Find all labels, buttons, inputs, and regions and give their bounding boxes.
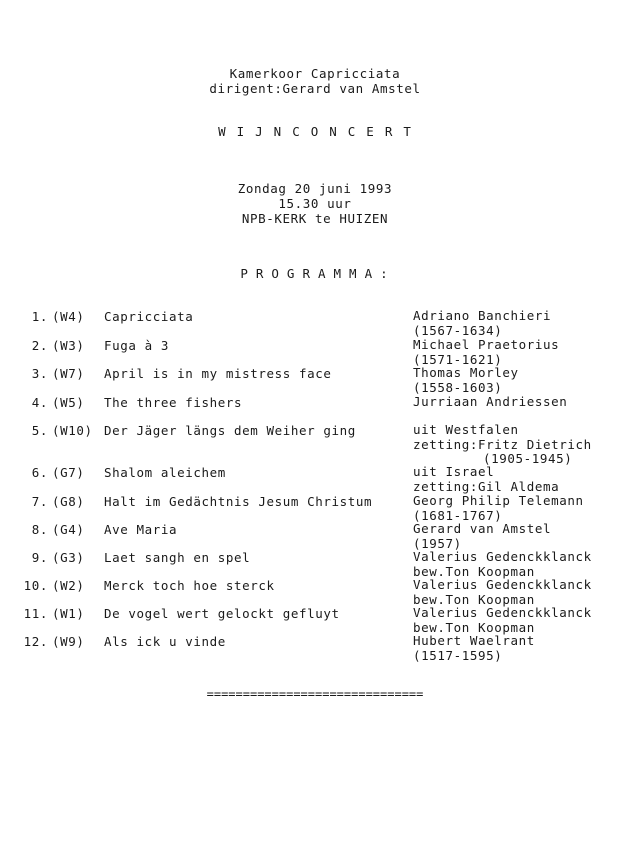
composer-line: uit Israel xyxy=(413,464,495,479)
program-item xyxy=(0,366,630,394)
program-item-code: (W4) xyxy=(52,309,85,324)
composer-line: Thomas Morley xyxy=(413,365,519,380)
program-item xyxy=(0,606,630,634)
program-item xyxy=(0,494,630,522)
event-date: Zondag 20 juni 1993 xyxy=(237,181,393,196)
program-item-code: (G4) xyxy=(52,522,85,537)
program-item-code: (G3) xyxy=(52,550,85,565)
choir-name: Kamerkoor Capricciata xyxy=(229,66,401,81)
program-item-number: 5. xyxy=(31,423,48,438)
program-item-number: 3. xyxy=(31,366,48,381)
footer-rule: ============================== xyxy=(206,687,424,701)
program-item-code: (W2) xyxy=(52,578,85,593)
program-item-title: De vogel wert gelockt gefluyt xyxy=(104,606,340,621)
program-item-number: 2. xyxy=(31,338,48,353)
composer-line: Adriano Banchieri xyxy=(413,308,552,323)
program-item-number: 1. xyxy=(31,309,48,324)
composer-line: Gerard van Amstel xyxy=(413,521,552,536)
composer-line: (1558-1603) xyxy=(413,379,503,395)
program-item-composer xyxy=(413,494,584,523)
program-item-title: Der Jäger längs dem Weiher ging xyxy=(104,423,356,438)
composer-line: Georg Philip Telemann xyxy=(413,493,584,508)
program-item-code: (G8) xyxy=(52,494,85,509)
program-item-code: (W9) xyxy=(52,634,85,649)
program-item xyxy=(0,309,630,337)
program-item-title: Capricciata xyxy=(104,309,194,324)
program-item xyxy=(0,550,630,578)
composer-line: (1567-1634) xyxy=(413,322,503,338)
program-item-code: (W5) xyxy=(52,395,85,410)
program-item-title: Laet sangh en spel xyxy=(104,550,251,565)
program-item xyxy=(0,338,630,366)
program-item-title: Halt im Gedächtnis Jesum Christum xyxy=(104,494,373,509)
program-item xyxy=(0,422,630,466)
program-item-number: 11. xyxy=(23,606,48,621)
program-item-code: (W3) xyxy=(52,338,85,353)
program-item-number: 12. xyxy=(23,634,48,649)
program-item-composer xyxy=(413,395,567,410)
program-item-title: Merck toch hoe sterck xyxy=(104,578,275,593)
program-item-title: The three fishers xyxy=(104,395,243,410)
program-item-code: (W1) xyxy=(52,606,85,621)
program-item-composer xyxy=(413,465,559,494)
composer-line: (1957) xyxy=(413,535,462,551)
program-item-number: 6. xyxy=(31,465,48,480)
program-item-composer xyxy=(413,423,592,467)
program-item-number: 4. xyxy=(31,395,48,410)
program-heading: PROGRAMMA: xyxy=(240,266,396,281)
program-item-number: 7. xyxy=(31,494,48,509)
program-item-code: (W7) xyxy=(52,366,85,381)
composer-line: Valerius Gedenckklanck xyxy=(413,549,592,564)
event-venue: NPB-KERK te HUIZEN xyxy=(241,211,389,226)
composer-line: (1571-1621) xyxy=(413,351,503,367)
program-item xyxy=(0,465,630,493)
program-item-title: Fuga à 3 xyxy=(104,338,170,353)
program-item-composer xyxy=(413,578,592,607)
program-item-composer xyxy=(413,309,551,338)
program-item-code: (G7) xyxy=(52,465,85,480)
program-item xyxy=(0,578,630,606)
composer-line: (1681-1767) xyxy=(413,507,503,523)
composer-line: zetting:Gil Aldema xyxy=(413,478,560,494)
composer-line: uit Westfalen xyxy=(413,422,519,437)
program-item-title: Ave Maria xyxy=(104,522,178,537)
program-item xyxy=(0,395,630,423)
composer-line: bew.Ton Koopman xyxy=(413,591,535,607)
composer-line: Jurriaan Andriessen xyxy=(413,394,568,409)
program-item-composer xyxy=(413,338,559,367)
composer-line: Michael Praetorius xyxy=(413,337,560,352)
event-time: 15.30 uur xyxy=(278,196,352,211)
composer-line: (1517-1595) xyxy=(413,647,503,663)
program-item-title: April is in my mistress face xyxy=(104,366,332,381)
program-item xyxy=(0,634,630,662)
composer-line: bew.Ton Koopman xyxy=(413,619,535,635)
composer-line: zetting:Fritz Dietrich xyxy=(413,436,592,452)
concert-title: WIJNCONCERT xyxy=(218,124,422,139)
program-item-number: 8. xyxy=(31,522,48,537)
program-item-code: (W10) xyxy=(52,423,93,438)
program-item xyxy=(0,522,630,550)
composer-line: Hubert Waelrant xyxy=(413,633,535,648)
composer-line: (1905-1945) xyxy=(483,451,573,466)
program-item-number: 10. xyxy=(23,578,48,593)
composer-line: bew.Ton Koopman xyxy=(413,563,535,579)
program-item-number: 9. xyxy=(31,550,48,565)
program-item-title: Als ick u vinde xyxy=(104,634,226,649)
composer-line: Valerius Gedenckklanck xyxy=(413,605,592,620)
composer-line: Valerius Gedenckklanck xyxy=(413,577,592,592)
program-item-composer xyxy=(413,550,592,579)
conductor-line: dirigent:Gerard van Amstel xyxy=(209,81,421,96)
program-item-composer xyxy=(413,606,592,635)
program-item-title: Shalom aleichem xyxy=(104,465,226,480)
program-item-composer xyxy=(413,522,551,551)
program-item-composer xyxy=(413,366,519,395)
program-item-composer xyxy=(413,634,535,663)
